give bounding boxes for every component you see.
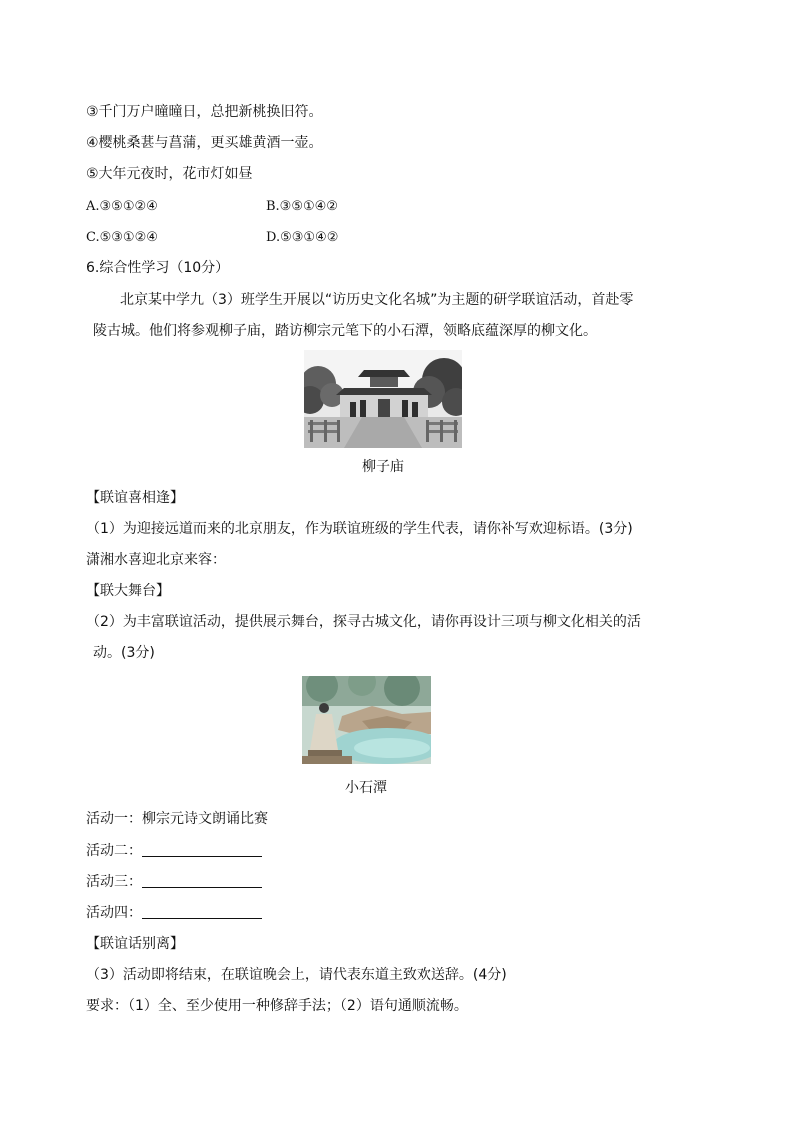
section-3-title: 【联谊话别离】 bbox=[86, 936, 184, 952]
activity-2-label: 活动二： bbox=[86, 843, 142, 859]
temple-caption: 柳子庙 bbox=[362, 459, 404, 475]
activity-3-row bbox=[86, 872, 262, 892]
section-2-title: 【联大舞台】 bbox=[86, 583, 170, 599]
activity-3-blank[interactable] bbox=[142, 873, 262, 888]
activity-3-label: 活动三： bbox=[86, 874, 142, 890]
section-2-question-line-1: （2）为丰富联谊活动，提供展示舞台，探寻古城文化，请你再设计三项与柳文化相关的活 bbox=[86, 614, 641, 630]
temple-photo bbox=[304, 350, 462, 448]
poem-line-4: ④樱桃桑葚与菖蒲，更买雄黄酒一壶。 bbox=[86, 135, 323, 151]
pond-caption: 小石潭 bbox=[345, 780, 387, 796]
pond-painting bbox=[302, 676, 431, 764]
poem-line-5: ⑤大年元夜时，花市灯如昼 bbox=[86, 166, 253, 182]
activity-4-row bbox=[86, 903, 262, 923]
option-c: C.⑤③①②④ bbox=[86, 230, 158, 245]
poem-line-3: ③千门万户曈曈日，总把新桃换旧符。 bbox=[86, 104, 323, 120]
section-1-question: （1）为迎接远道而来的北京朋友，作为联谊班级的学生代表，请你补写欢迎标语。(3分) bbox=[86, 521, 633, 537]
activity-4-blank[interactable] bbox=[142, 904, 262, 919]
intro-line-2: 陵古城。他们将参观柳子庙，踏访柳宗元笔下的小石潭，领略底蕴深厚的柳文化。 bbox=[93, 323, 597, 339]
section-2-question-line-2: 动。(3分) bbox=[93, 645, 155, 661]
activity-2-row bbox=[86, 841, 262, 861]
question-6-heading: 6.综合性学习（10分） bbox=[86, 260, 230, 276]
section-1-title: 【联谊喜相逢】 bbox=[86, 490, 184, 506]
activity-1: 活动一：柳宗元诗文朗诵比赛 bbox=[86, 811, 268, 827]
option-d: D.⑤③①④② bbox=[266, 230, 339, 245]
option-a: A.③⑤①②④ bbox=[86, 199, 158, 214]
intro-line-1: 北京某中学九（3）班学生开展以“访历史文化名城”为主题的研学联谊活动，首赴零 bbox=[120, 292, 634, 308]
section-3-requirements: 要求：（1）全、至少使用一种修辞手法；（2）语句通顺流畅。 bbox=[86, 998, 468, 1014]
section-3-question: （3）活动即将结束，在联谊晚会上，请代表东道主致欢送辞。(4分) bbox=[86, 967, 507, 983]
activity-2-blank[interactable] bbox=[142, 842, 262, 857]
section-1-answer-stub: 潇湘水喜迎北京来容： bbox=[86, 552, 226, 568]
option-b: B.③⑤①④② bbox=[266, 199, 338, 214]
activity-4-label: 活动四： bbox=[86, 905, 142, 921]
